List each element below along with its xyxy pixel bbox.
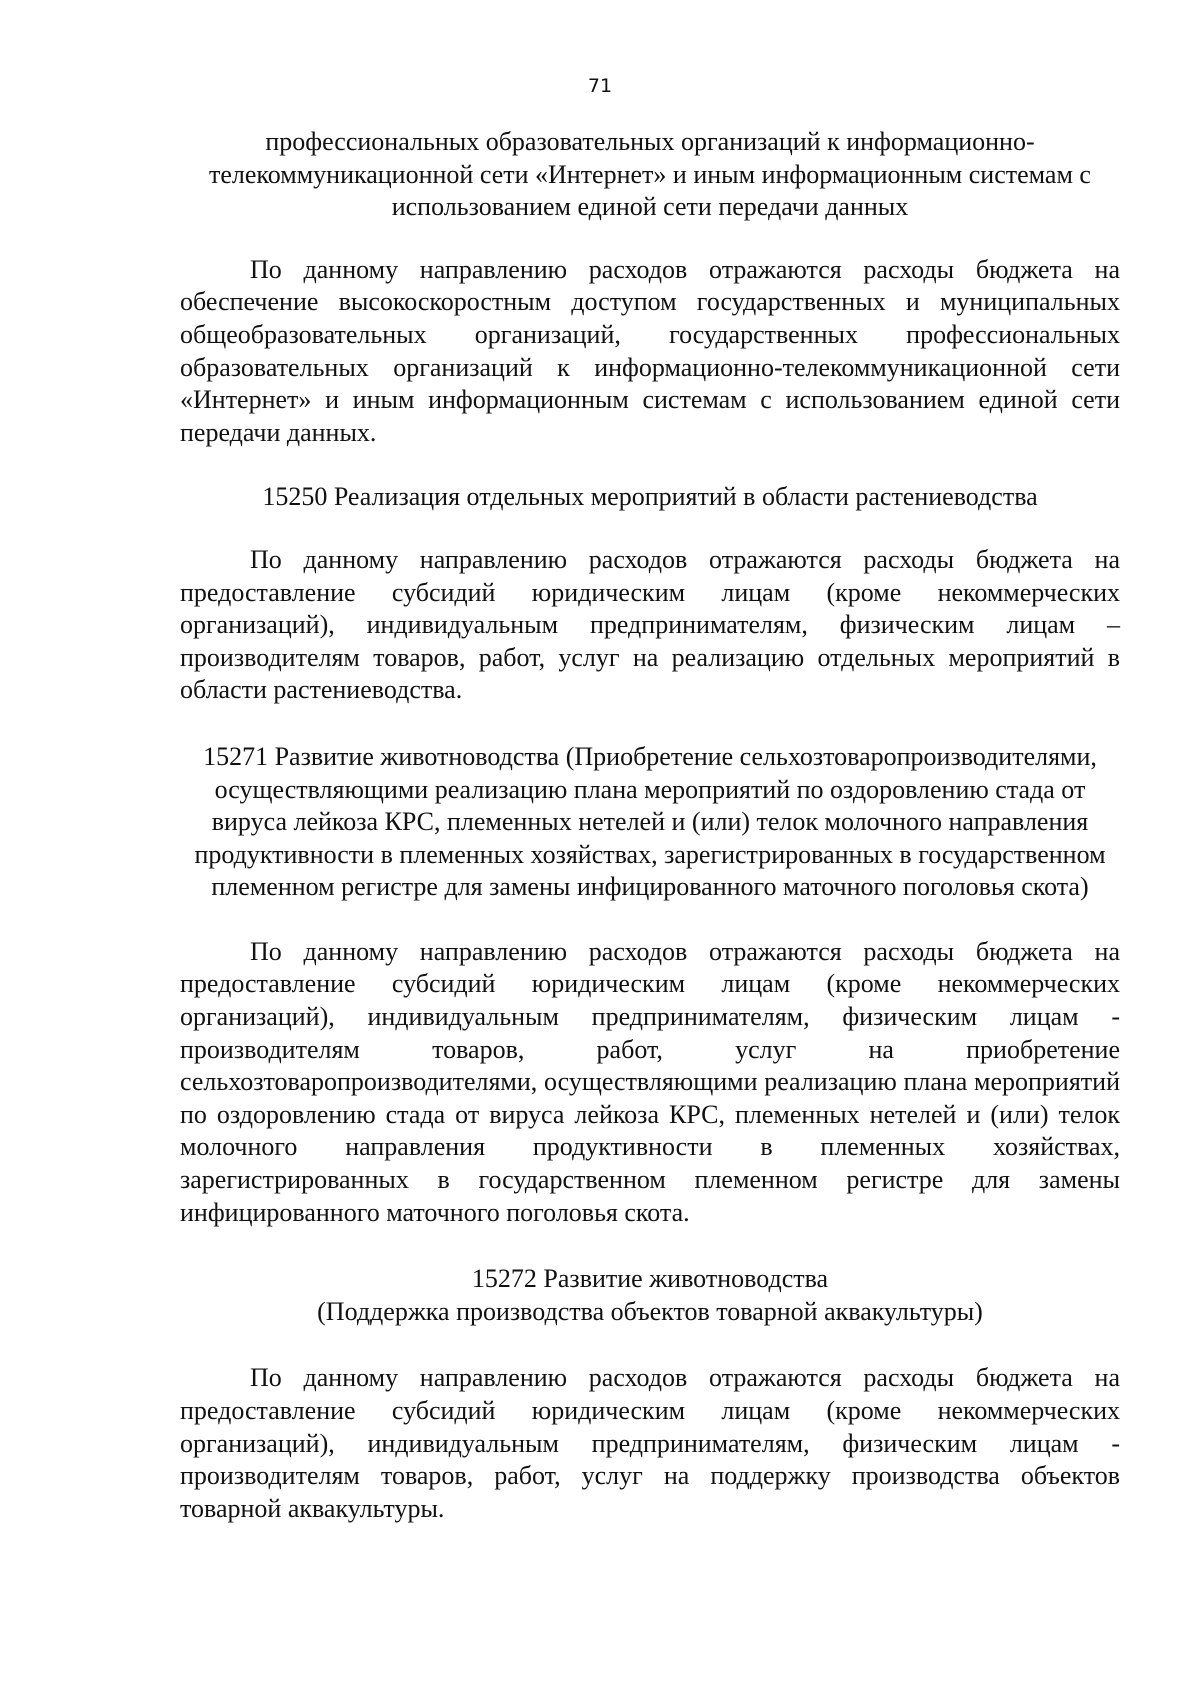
- paragraph-4: По данному направлению расходов отражаются расходы бюджета на предоставление субсидий юридическим лицам (кроме некоммерческих организаций), индивидуальным предпринимателям, физическим лицам - производителям товаров, работ, услуг на поддержку производства объектов товарной аквакультуры.: [180, 1363, 1120, 1523]
- section-heading-continuation: профессиональных образовательных организаций к информационно-телекоммуникационной сети «Интернет» и иным информационным системам с использованием единой сети передачи данных: [209, 127, 1091, 222]
- section-heading-15250: 15250 Реализация отдельных мероприятий в области растениеводства: [262, 482, 1038, 512]
- section-heading-15271: 15271 Развитие животноводства (Приобретение сельхозтоваропроизводителями, осуществляющими реализацию плана мероприятий по оздоровлению стада от вируса лейкоза КРС, племенных нетелей и (или) телок молочного направления продуктивности в племенных хозяйствах, зарегистрированных в государственном племенном регистре для замены инфицированного маточного поголовья скота): [194, 741, 1106, 902]
- paragraph-3: По данному направлению расходов отражаются расходы бюджета на предоставление субсидий юридическим лицам (кроме некоммерческих организаций), индивидуальным предпринимателям, физическим лицам - производителям товаров, работ, услуг на приобретение сельхозтоваропроизводителями, осуществляющими реализацию плана мероприятий по оздоровлению стада от вируса лейкоза КРС, племенных нетелей и (или) телок молочного направления продуктивности в племенных хозяйствах, зарегистрированных в государственном племенном регистре для замены инфицированного маточного поголовья скота.: [180, 936, 1120, 1227]
- spacer: [180, 224, 1120, 254]
- spacer: [180, 514, 1120, 544]
- page-number: 71: [587, 75, 613, 97]
- spacer: [180, 904, 1120, 936]
- spacer: [180, 449, 1120, 481]
- paragraph-2: По данному направлению расходов отражаются расходы бюджета на предоставление субсидий юридическим лицам (кроме некоммерческих организаций), индивидуальным предпринимателям, физическим лицам – производителям товаров, работ, услуг на реализацию отдельных мероприятий в области растениеводства.: [180, 544, 1120, 705]
- spacer: [180, 1328, 1120, 1362]
- page-content: [180, 126, 1120, 1525]
- spacer: [180, 707, 1120, 741]
- section-heading-15272-line2: (Поддержка производства объектов товарной аквакультуры): [317, 1296, 983, 1326]
- paragraph-1: По данному направлению расходов отражаются расходы бюджета на обеспечение высокоскоростным доступом государственных и муниципальных общеобразовательных организаций, государственных профессиональных образовательных организаций к информационно-телекоммуникационной сети «Интернет» и иным информационным системам с использованием единой сети передачи данных.: [180, 254, 1120, 447]
- section-heading-15272-line1: 15272 Развитие животноводства: [471, 1264, 829, 1294]
- spacer: [180, 1229, 1120, 1263]
